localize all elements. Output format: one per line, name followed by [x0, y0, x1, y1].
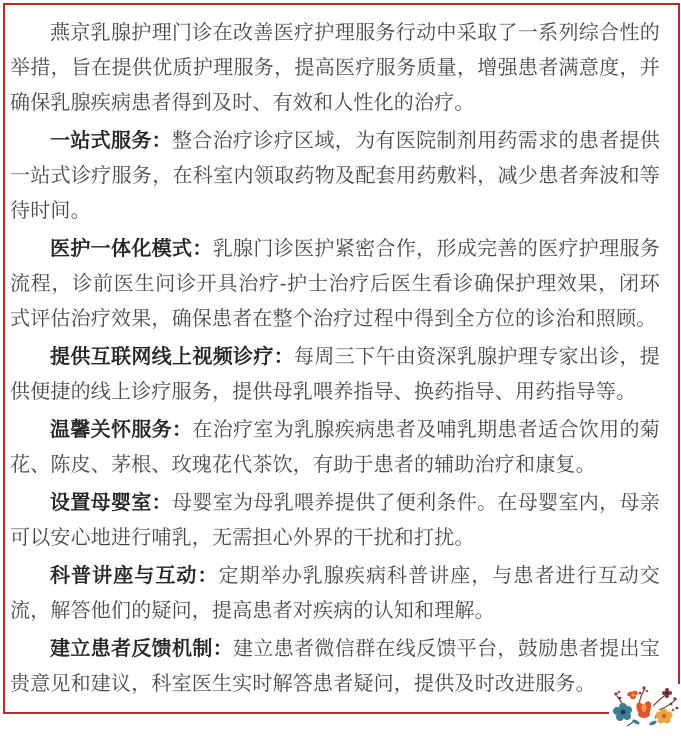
- paragraph-line: [10, 559, 660, 594]
- paragraph-line: 举措，旨在提供优质护理服务，提高医疗服务质量，增强患者满意度，并: [10, 57, 660, 79]
- paragraph-heading: 设置母婴室：: [50, 492, 173, 514]
- paragraph-line: 确保乳腺疾病患者得到及时、有效和人性化的治疗。: [10, 92, 475, 114]
- paragraph-line: 供便捷的线上诊疗服务，提供母乳喂养指导、换药指导、用药指导等。: [10, 381, 637, 403]
- paragraph-text: 燕京乳腺护理门诊在改善医疗护理服务行动中采取了一系列综合性的: [50, 22, 660, 44]
- paragraph-text: 在治疗室为乳腺疾病患者及哺乳期患者适合饮用的菊: [192, 419, 660, 441]
- paragraph-line: [10, 413, 660, 448]
- paragraph-text: 乳腺门诊医护紧密合作，形成完善的医疗护理服务: [212, 238, 660, 260]
- flower-decoration-icon: [609, 684, 681, 731]
- paragraph-line: 流，解答他们的疑问，提高患者对疾病的认知和理解。: [10, 600, 495, 622]
- one-stop-service-paragraph: [10, 124, 660, 229]
- paragraph-heading: 建立患者反馈机制：: [50, 638, 234, 660]
- paragraph-line: [10, 124, 660, 159]
- paragraph-text: 定期举办乳腺疾病科普讲座，与患者进行互动交: [218, 565, 660, 587]
- online-video-clinic-paragraph: [10, 340, 660, 410]
- paragraph-heading: 提供互联网线上视频诊疗：: [50, 346, 295, 368]
- paragraph-line: 贵意见和建议，科室医生实时解答患者疑问，提供及时改进服务。: [10, 673, 596, 695]
- paragraph-line: [10, 486, 660, 521]
- paragraph-text: 母婴室为母乳喂养提供了便利条件。在母婴室内，母亲: [172, 492, 660, 514]
- caring-service-paragraph: [10, 413, 660, 483]
- paragraph-line: [10, 16, 660, 51]
- paragraph-line: [10, 340, 660, 375]
- paragraph-text: 每周三下午由资深乳腺护理专家出诊，提: [294, 346, 660, 368]
- intro-paragraph: [10, 16, 660, 121]
- paragraph-line: 待时间。: [10, 200, 91, 222]
- paragraph-heading: 医护一体化模式：: [50, 238, 213, 260]
- paragraph-text: 建立患者微信群在线反馈平台，鼓励患者提出宝: [233, 638, 660, 660]
- feedback-mechanism-paragraph: [10, 632, 660, 702]
- paragraph-line: [10, 632, 660, 667]
- nursing-room-paragraph: [10, 486, 660, 556]
- paragraph-heading: 温馨关怀服务：: [50, 419, 193, 441]
- paragraph-line: 花、陈皮、茅根、玫瑰花代茶饮，有助于患者的辅助治疗和康复。: [10, 454, 596, 476]
- paragraph-line: 一站式诊疗服务，在科室内领取药物及配套用药敷料，减少患者奔波和等: [10, 165, 660, 187]
- paragraph-line: 式评估治疗效果，确保患者在整个治疗过程中得到全方位的诊治和照顾。: [10, 308, 657, 330]
- integrated-care-paragraph: [10, 232, 660, 337]
- paragraph-line: 流程，诊前医生问诊开具治疗-护士治疗后医生看诊确保护理效果，闭环: [10, 273, 660, 295]
- science-lecture-paragraph: [10, 559, 660, 629]
- paragraph-line: [10, 232, 660, 267]
- document-content: [10, 16, 660, 702]
- paragraph-heading: 科普讲座与互动：: [50, 565, 219, 587]
- paragraph-heading: 一站式服务：: [50, 130, 173, 152]
- paragraph-line: 可以安心地进行哺乳，无需担心外界的干扰和打扰。: [10, 527, 475, 549]
- paragraph-text: 整合治疗诊疗区域，为有医院制剂用药需求的患者提供: [172, 130, 660, 152]
